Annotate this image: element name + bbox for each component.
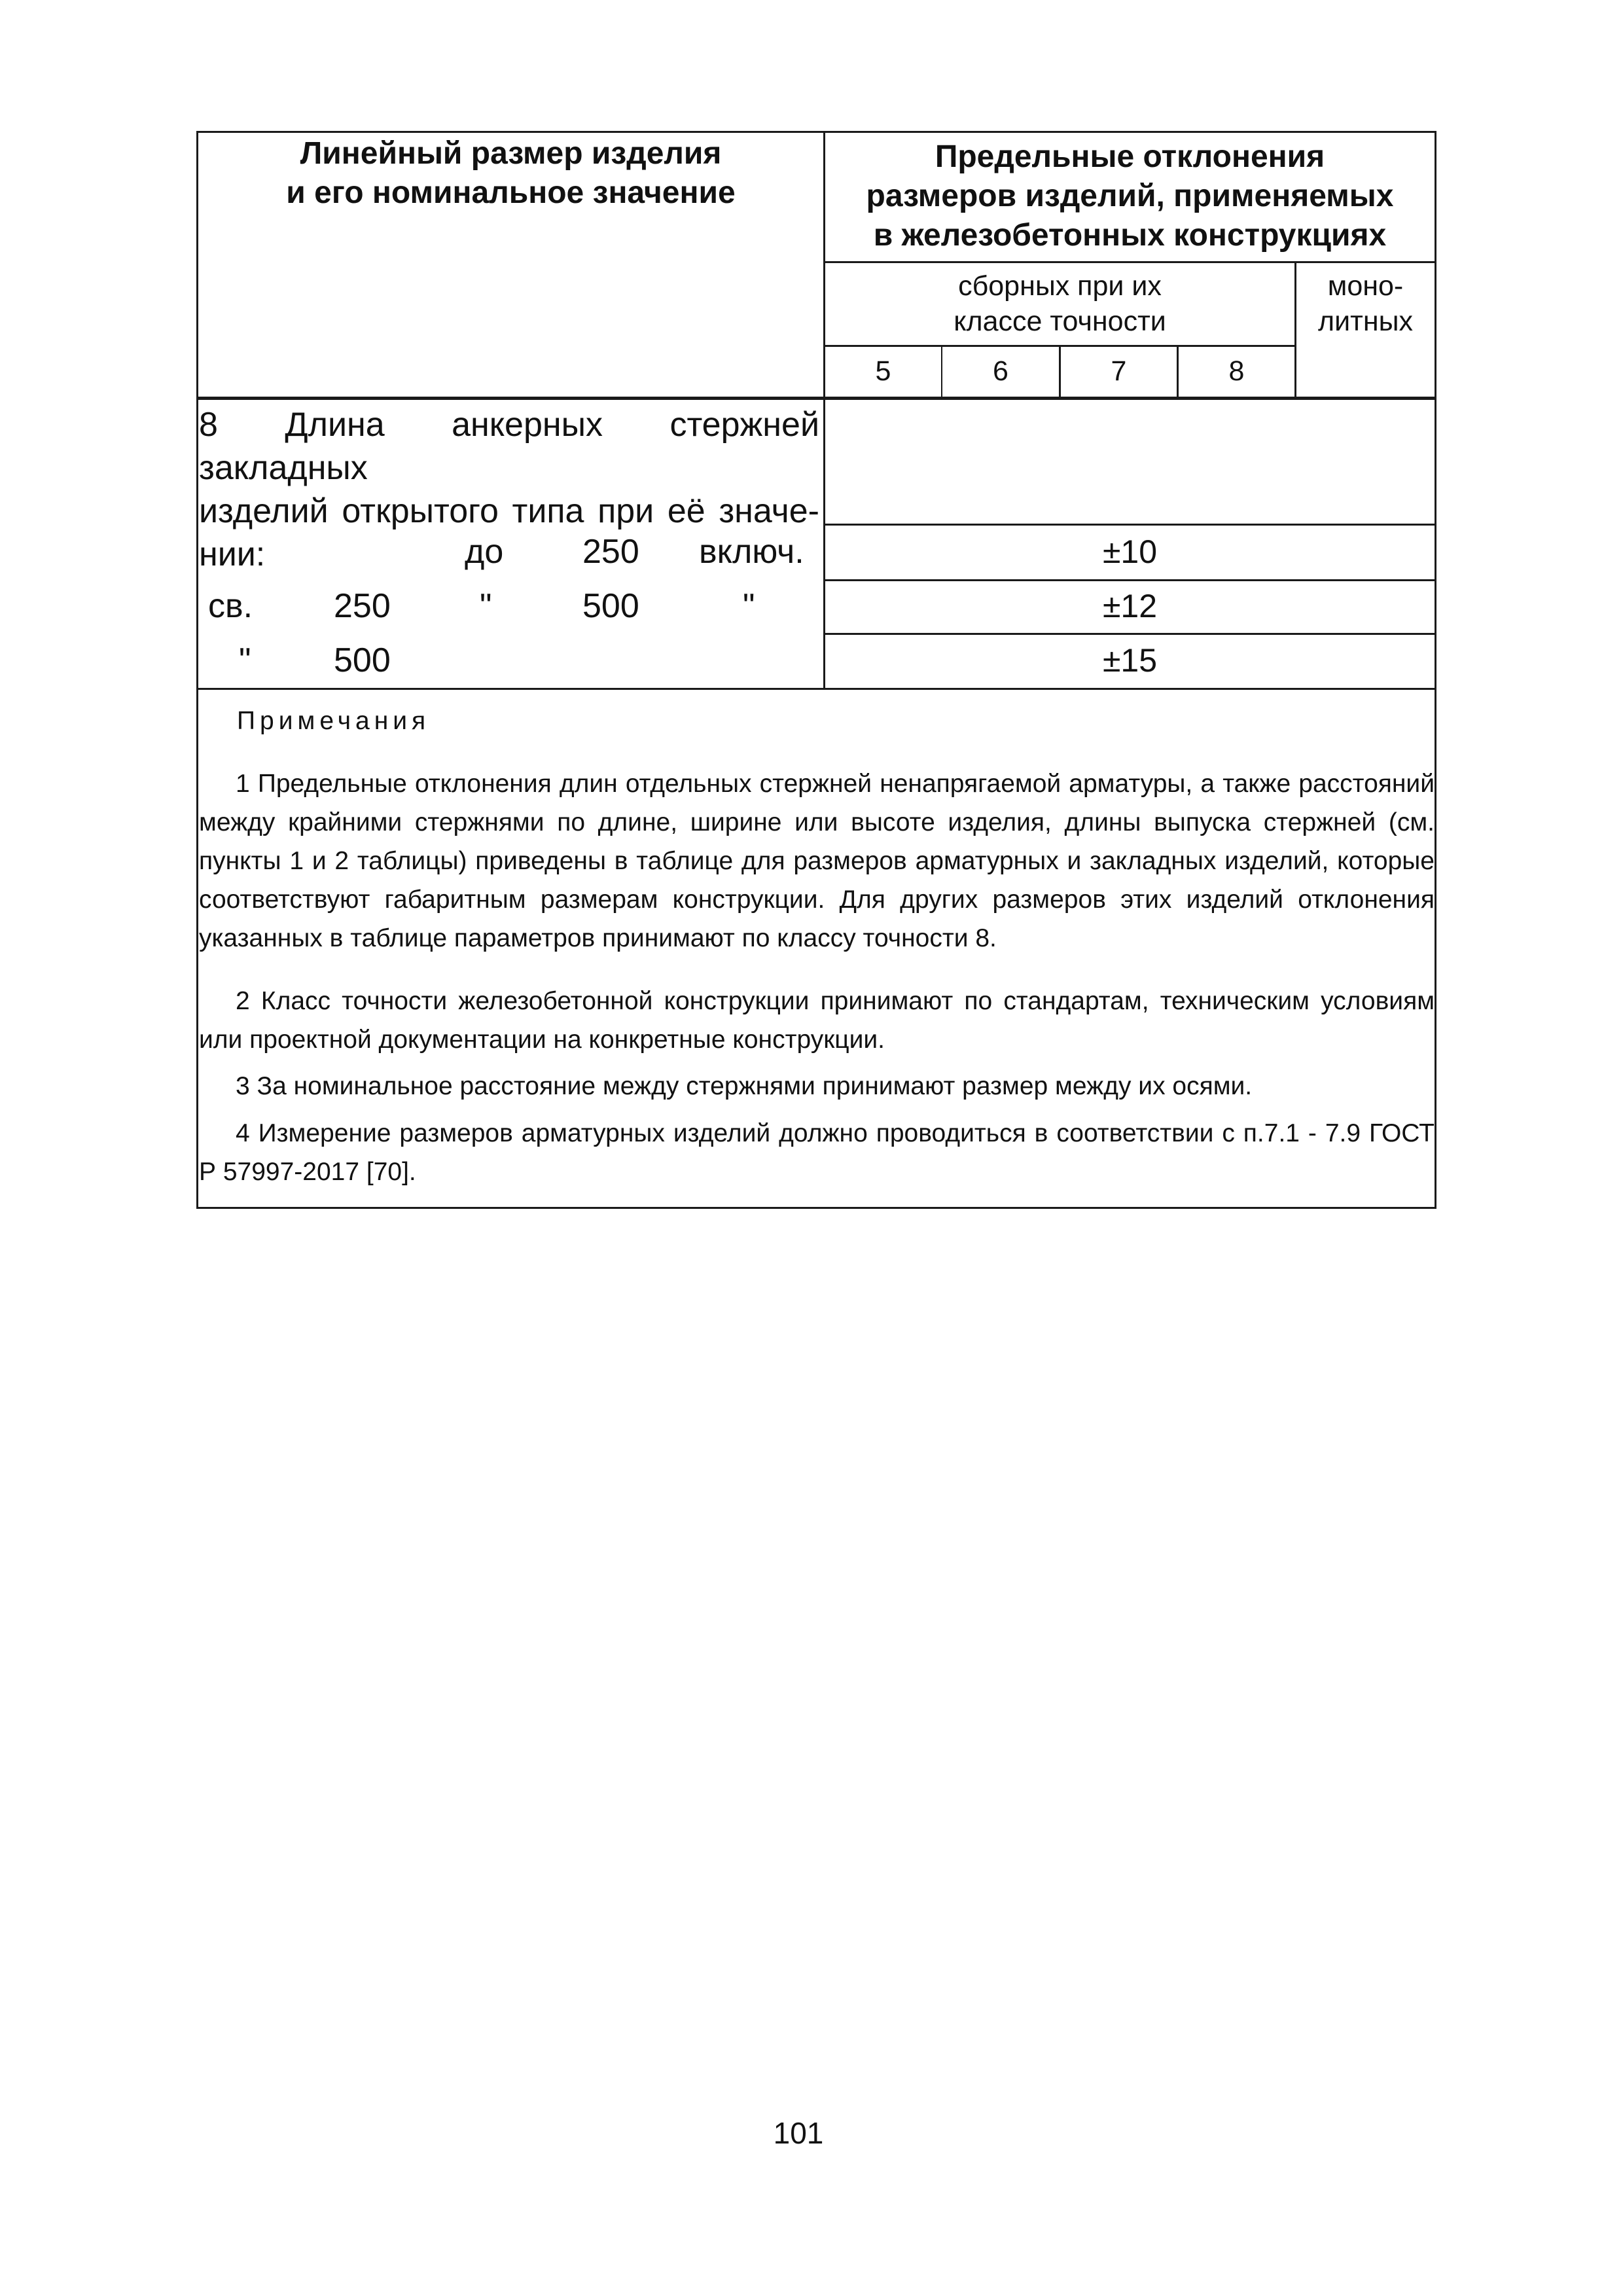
row1-word: до xyxy=(465,533,504,571)
row2-word: " xyxy=(480,587,492,625)
header-prefab-line2: классе точности xyxy=(954,306,1166,337)
header-deviations xyxy=(825,137,1435,255)
item-8-line2: изделий открытого типа при её значе- xyxy=(199,492,819,530)
row2-from: 250 xyxy=(334,587,391,625)
header-mono-line2: литных xyxy=(1318,306,1413,337)
header-prefabricated xyxy=(825,268,1294,339)
row3-tolerance: ±15 xyxy=(1102,642,1158,679)
header-monolithic xyxy=(1296,268,1435,339)
header-deviations-line2: размеров изделий, применяемых xyxy=(866,179,1394,213)
note-1 xyxy=(199,764,1435,958)
header-linear-size-line1: Линейный размер изделия xyxy=(300,136,722,171)
row3-prefix: " xyxy=(239,641,251,679)
class-6: 6 xyxy=(993,355,1008,387)
row1-tolerance: ±10 xyxy=(1102,533,1158,570)
class-8: 8 xyxy=(1228,355,1245,387)
row2-prefix: св. xyxy=(208,587,253,625)
header-linear-size xyxy=(198,134,823,213)
note-1-text: 1 Предельные отклонения длин отдельных стержней ненапрягаемой арматуры, а также расстояний между крайними стержнями по длине, ширине или высоте изделия, длины выпуска стержней (см. пункты 1 и 2 таблицы) приведены в таблице для размеров арматурных и закладных изделий, которые соответствуют габаритным размерам конструкции. Для других размеров этих изделий отклонения указанных в таблице параметров принимают по классу точности 8. xyxy=(199,770,1435,952)
note-3-text: 3 За номинальное расстояние между стержнями принимают размер между их осями. xyxy=(236,1072,1253,1100)
note-3 xyxy=(199,1067,1435,1105)
row2-to: 500 xyxy=(582,587,639,625)
note-4 xyxy=(199,1114,1435,1191)
row2-tolerance: ±12 xyxy=(1102,588,1158,624)
header-deviations-line1: Предельные отклонения xyxy=(935,139,1325,174)
note-4-text: 4 Измерение размеров арматурных изделий должно проводиться в соответствии с п.7.1 - 7.9 ГОСТ Р 57997-2017 [70]. xyxy=(199,1119,1435,1186)
row1-to: 250 xyxy=(582,533,639,571)
header-mono-line1: моно- xyxy=(1327,270,1404,302)
header-prefab-line1: сборных при их xyxy=(958,270,1162,302)
item-8-line3: нии: xyxy=(199,535,266,573)
page-number: 101 xyxy=(773,2116,824,2150)
class-5: 5 xyxy=(875,355,891,387)
item-8-line1: 8 Длина анкерных стержней закладных xyxy=(199,406,819,487)
note-2-text: 2 Класс точности железобетонной конструкции принимают по стандартам, техническим условиям или проектной документации на конкретные конструкции. xyxy=(199,987,1435,1054)
note-2 xyxy=(199,982,1435,1059)
header-linear-size-line2: и его номинальное значение xyxy=(286,175,736,210)
header-deviations-line3: в железобетонных конструкциях xyxy=(873,218,1387,253)
row1-suffix: включ. xyxy=(699,533,804,571)
row2-suffix: " xyxy=(743,587,755,625)
row3-from: 500 xyxy=(334,641,391,679)
notes-title: Примечания xyxy=(237,707,431,735)
class-7: 7 xyxy=(1111,355,1127,387)
